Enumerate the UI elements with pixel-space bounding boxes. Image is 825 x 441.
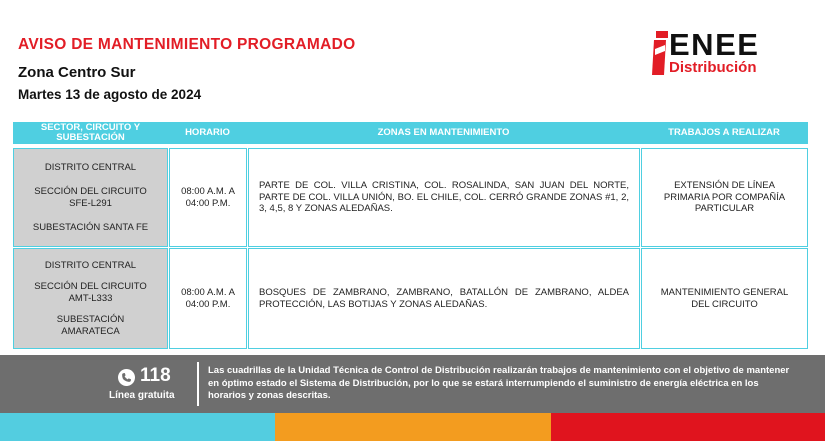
sector-cell bbox=[13, 148, 168, 247]
sector-cell bbox=[13, 248, 168, 349]
phone-label: Línea gratuita bbox=[109, 390, 175, 401]
distrito-text: DISTRITO CENTRAL bbox=[44, 161, 137, 173]
header-trabajos: TRABAJOS A REALIZAR bbox=[668, 127, 780, 138]
seccion-text: SECCIÓN DEL CIRCUITO AMT-L333 bbox=[34, 281, 147, 304]
horario-cell bbox=[169, 248, 247, 349]
trabajos-cell bbox=[641, 248, 808, 349]
page-title: AVISO DE MANTENIMIENTO PROGRAMADO bbox=[18, 36, 356, 53]
stripe-red bbox=[551, 413, 825, 441]
stripe-orange bbox=[275, 413, 551, 441]
enee-logo bbox=[652, 27, 797, 79]
header-horario: HORARIO bbox=[185, 127, 230, 138]
trabajos-text: MANTENIMIENTO GENERAL DEL CIRCUITO bbox=[660, 287, 789, 310]
horario-text: 08:00 A.M. A 04:00 P.M. bbox=[181, 186, 235, 209]
zonas-cell bbox=[248, 248, 640, 349]
zonas-text: BOSQUES DE ZAMBRANO, ZAMBRANO, BATALLÓN DE ZAMBRANO, ALDEA PROTECCIÓN, LAS BOTIJAS Y ZONAS ALEDAÑAS. bbox=[259, 287, 629, 310]
footer-divider bbox=[197, 362, 199, 406]
zona-label: Zona Centro Sur bbox=[18, 64, 136, 81]
footer-notice: Las cuadrillas de la Unidad Técnica de Control de Distribución realizarán trabajos de mantenimiento con el objetivo de mantener en óptimo estado el Sistema de Distribución, por lo que se estará interrumpiendo el suministro de energía eléctrica en los horarios y zonas descritas. bbox=[208, 365, 790, 401]
horario-cell bbox=[169, 148, 247, 247]
table-header bbox=[13, 122, 808, 144]
horario-text: 08:00 A.M. A 04:00 P.M. bbox=[181, 287, 235, 310]
fecha-label: Martes 13 de agosto de 2024 bbox=[18, 87, 202, 102]
distrito-text: DISTRITO CENTRAL bbox=[44, 259, 137, 271]
stripe-cyan bbox=[0, 413, 275, 441]
logo-brand: ENEE bbox=[669, 27, 760, 62]
table-row bbox=[13, 148, 808, 247]
header-zonas: ZONAS EN MANTENIMIENTO bbox=[377, 127, 510, 138]
phone-icon bbox=[118, 369, 135, 386]
zonas-cell bbox=[248, 148, 640, 247]
logo-mark-icon bbox=[652, 31, 668, 77]
table-row bbox=[13, 248, 808, 349]
trabajos-text: EXTENSIÓN DE LÍNEA PRIMARIA POR COMPAÑÍA PARTICULAR bbox=[663, 180, 786, 215]
header-sector: SECTOR, CIRCUITO Y SUBESTACIÓN bbox=[40, 122, 141, 143]
phone-number: 118 bbox=[140, 365, 171, 386]
zonas-text: PARTE DE COL. VILLA CRISTINA, COL. ROSALINDA, SAN JUAN DEL NORTE, PARTE DE COL. VILLA UNIÓN, BO. EL CHILE, COL. CERRÓ GRANDE ZONAS #1, 2, 3, 4,5, 8 Y ZONAS ALEDAÑAS. bbox=[259, 180, 629, 215]
trabajos-cell bbox=[641, 148, 808, 247]
seccion-text: SECCIÓN DEL CIRCUITO SFE-L291 bbox=[34, 186, 147, 209]
subestacion-text: SUBESTACIÓN AMARATECA bbox=[56, 314, 125, 337]
footer-banner bbox=[0, 355, 825, 413]
hotline bbox=[109, 365, 198, 407]
subestacion-text: SUBESTACIÓN SANTA FE bbox=[32, 222, 149, 233]
logo-subtitle: Distribución bbox=[669, 59, 757, 76]
